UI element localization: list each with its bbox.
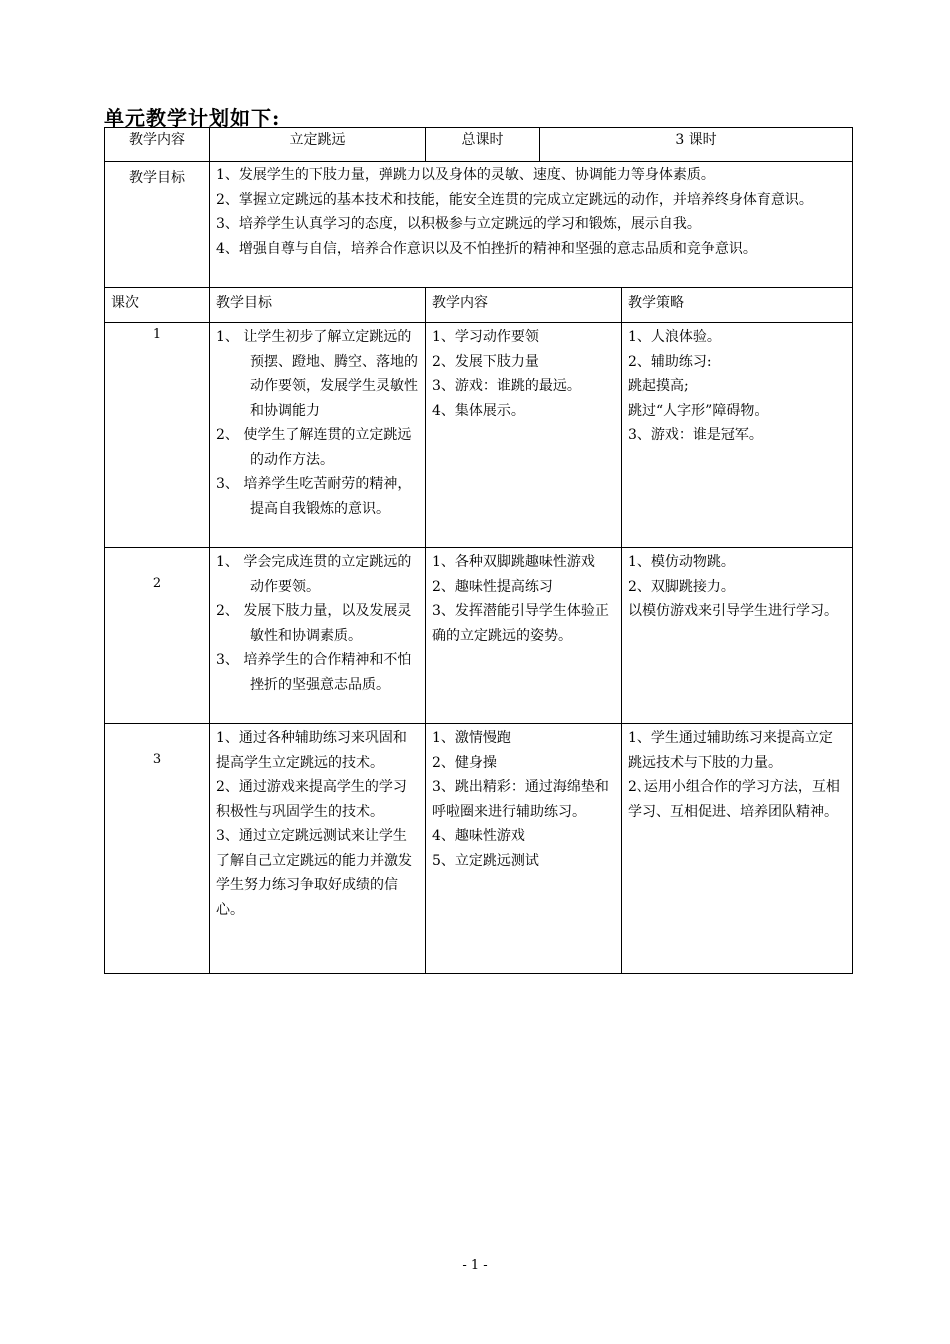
content-label-cell: 教学内容 [105,128,210,162]
content-item: 4、集体展示。 [432,402,525,419]
session-content-cell [426,323,622,548]
objective-item: 2、通过游戏来提高学生的学习积极性与巩固学生的技术。 [216,779,407,820]
content-item: 3、跳出精彩：通过海绵垫和呼啦圈来进行辅助练习。 [432,779,609,820]
page-number: - 1 - [462,1258,488,1273]
col-objectives-header: 教学目标 [210,288,426,323]
session-strategy-cell [622,323,853,548]
strategy-item: 跳起摸高; [628,378,689,394]
objective-item: 3、 培养学生的合作精神和不怕挫折的坚强意志品质。 [216,652,412,693]
session-number: 1 [105,323,210,548]
session-strategy-cell [622,548,853,724]
goal-item: 2、掌握立定跳远的基本技术和技能，能安全连贯的完成立定跳远的动作，并培养终身体育意识。 [216,191,813,208]
objective-item: 2、 使学生了解连贯的立定跳远的动作方法。 [216,427,412,468]
strategy-item: 3、游戏：谁是冠军。 [628,427,763,443]
col-session-header: 课次 [105,288,210,323]
objective-item: 3、通过立定跳远测试来让学生了解自己立定跳远的能力并激发学生努力练习争取好成绩的信心。 [216,828,412,918]
page-title: 单元教学计划如下: [104,106,281,130]
objective-item: 3、 培养学生吃苦耐劳的精神，提高自我锻炼的意识。 [216,476,412,517]
content-item: 1、学习动作要领 [432,329,539,345]
goal-item: 4、增强自尊与自信，培养合作意识以及不怕挫折的精神和坚强的意志品质和竞争意识。 [216,240,757,257]
strategy-item: 1、模仿动物跳。 [628,554,735,570]
strategy-item: 2､运用小组合作的学习方法，互相学习、互相促进、培养团队精神。 [628,779,840,820]
content-item: 1、激情慢跑 [432,730,511,746]
header-row [105,128,853,162]
goals-row [105,162,853,288]
goals-cell [210,162,853,288]
strategy-item: 1、学生通过辅助练习来提高立定跳远技术与下肢的力量。 [628,730,833,771]
objective-item: 2、 发展下肢力量，以及发展灵敏性和协调素质。 [216,603,412,644]
session-content-cell [426,548,622,724]
content-value-cell: 立定跳远 [210,128,426,162]
col-content-header: 教学内容 [426,288,622,323]
column-header-row [105,288,853,323]
unit-plan-table [104,127,853,974]
content-item: 4、趣味性游戏 [432,828,525,844]
content-item: 2、趣味性提高练习 [432,578,553,595]
strategy-item: 2、辅助练习: [628,353,712,370]
session-number: 3 [105,724,210,974]
content-item: 3、发挥潜能引导学生体验正确的立定跳远的姿势。 [432,603,609,644]
session-objectives-cell [210,724,426,974]
content-item: 3、游戏：谁跳的最远。 [432,378,581,394]
hours-value-cell: 3 课时 [540,128,853,162]
content-item: 2、健身操 [432,754,497,771]
objective-item: 1、 学会完成连贯的立定跳远的动作要领。 [216,554,412,595]
goal-item: 3、培养学生认真学习的态度，以积极参与立定跳远的学习和锻炼，展示自我。 [216,216,701,232]
content-item: 5、立定跳远测试 [432,852,539,869]
session-content-cell [426,724,622,974]
session-strategy-cell [622,724,853,974]
session-row-3 [105,724,853,974]
goal-item: 1、发展学生的下肢力量，弹跳力以及身体的灵敏、速度、协调能力等身体素质。 [216,167,715,183]
strategy-item: 以模仿游戏来引导学生进行学习。 [628,603,838,619]
goals-label-cell: 教学目标 [105,162,210,288]
content-item: 2、发展下肢力量 [432,353,539,370]
strategy-item: 2、双脚跳接力。 [628,578,735,595]
objective-item: 1、通过各种辅助练习来巩固和提高学生立定跳远的技术。 [216,730,407,771]
content-item: 1、各种双脚跳趣味性游戏 [432,554,595,570]
session-number: 2 [105,548,210,724]
session-row-2 [105,548,853,724]
session-row-1 [105,323,853,548]
session-objectives-cell [210,548,426,724]
session-objectives-cell [210,323,426,548]
col-strategy-header: 教学策略 [622,288,853,323]
hours-label-cell: 总课时 [426,128,540,162]
objective-item: 1、 让学生初步了解立定跳远的预摆、蹬地、腾空、落地的动作要领，发展学生灵敏性和协调能力 [216,329,418,419]
strategy-item: 跳过“人字形”障碍物。 [628,402,769,419]
strategy-item: 1、人浪体验。 [628,329,721,345]
